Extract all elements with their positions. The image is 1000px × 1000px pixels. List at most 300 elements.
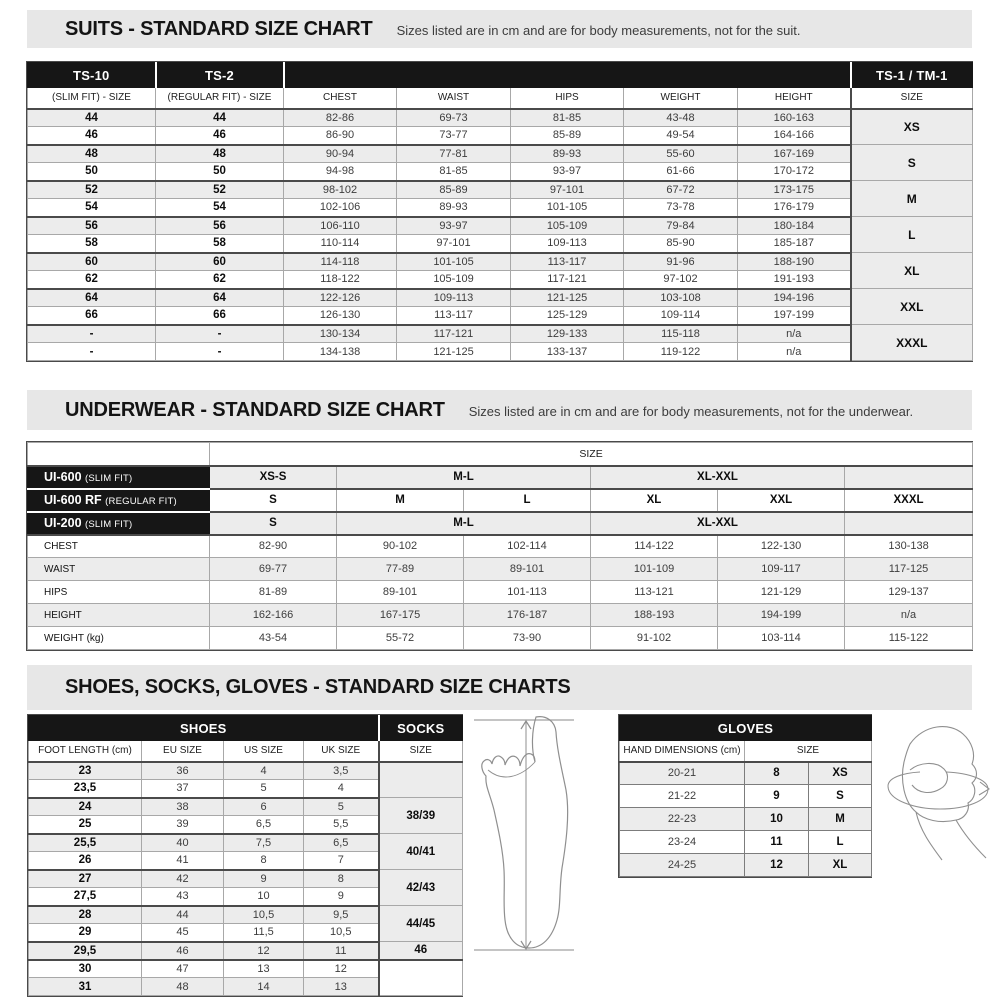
cell: 114-118	[284, 253, 397, 271]
cell: 46	[142, 942, 224, 960]
cell: 14	[224, 978, 304, 996]
table-row	[28, 558, 973, 581]
socks-subcol-size: SIZE	[379, 741, 463, 762]
cell: 10,5	[224, 906, 304, 924]
cell: 85-89	[397, 181, 511, 199]
suits-subtitle: Sizes listed are in cm and are for body measurements, not for the suit.	[396, 23, 801, 38]
socks-group-cell: 40/41	[379, 834, 463, 870]
cell: 103-108	[624, 289, 738, 307]
cell: 46	[156, 127, 284, 145]
cell: M-L	[337, 512, 591, 535]
table-row	[28, 217, 973, 235]
cell: 8	[304, 870, 379, 888]
shoes-socks-size-table	[28, 715, 463, 996]
cell: 126-130	[284, 307, 397, 325]
cell: 109-113	[397, 289, 511, 307]
socks-group-cell	[379, 762, 463, 798]
cell: 73-78	[624, 199, 738, 217]
cell: 113-121	[591, 581, 718, 604]
cell: 160-163	[738, 109, 851, 127]
cell: XL-XXL	[591, 512, 845, 535]
suits-subcol-size: SIZE	[851, 88, 973, 109]
cell: 6	[224, 798, 304, 816]
model-name: UI-600 RF	[44, 493, 102, 507]
cell: 97-101	[397, 235, 511, 253]
cell: 10	[224, 888, 304, 906]
cell: 81-85	[397, 163, 511, 181]
cell: L	[809, 831, 872, 854]
cell: -	[156, 325, 284, 343]
table-row	[28, 325, 973, 343]
cell: n/a	[738, 325, 851, 343]
cell: n/a	[845, 604, 973, 627]
socks-group-cell: 38/39	[379, 798, 463, 834]
cell: 55-60	[624, 145, 738, 163]
foot-outline-icon	[472, 708, 576, 960]
model-fit: (SLIM FIT)	[85, 473, 133, 484]
table-row	[29, 942, 463, 960]
cell: 60	[28, 253, 156, 271]
cell: XS	[809, 762, 872, 785]
cell: 23,5	[29, 780, 142, 798]
hand-illustration	[880, 712, 998, 867]
cell: 27	[29, 870, 142, 888]
socks-group-cell	[379, 960, 463, 996]
cell: 5	[224, 780, 304, 798]
model-label-ui600rf	[28, 489, 210, 512]
cell: 117-125	[845, 558, 973, 581]
cell: 24	[29, 798, 142, 816]
suits-col-ts2: TS-2	[156, 63, 284, 88]
cell: S	[210, 489, 337, 512]
cell: 89-93	[397, 199, 511, 217]
cell: 7,5	[224, 834, 304, 852]
cell: 4	[304, 780, 379, 798]
cell: 4	[224, 762, 304, 780]
cell: 93-97	[397, 217, 511, 235]
cell: 8	[745, 762, 809, 785]
cell: 56	[28, 217, 156, 235]
cell: 167-169	[738, 145, 851, 163]
table-row	[28, 604, 973, 627]
cell: 52	[28, 181, 156, 199]
cell: XXL	[718, 489, 845, 512]
cell: 117-121	[397, 325, 511, 343]
cell: 122-126	[284, 289, 397, 307]
row-label: CHEST	[28, 535, 210, 558]
cell: 93-97	[511, 163, 624, 181]
cell: 26	[29, 852, 142, 870]
cell: 29	[29, 924, 142, 942]
cell: 82-90	[210, 535, 337, 558]
model-name: UI-200	[44, 516, 82, 530]
cell: 188-193	[591, 604, 718, 627]
cell: 91-96	[624, 253, 738, 271]
suits-title: SUITS - STANDARD SIZE CHART	[65, 17, 373, 40]
cell: 119-122	[624, 343, 738, 361]
cell: 167-175	[337, 604, 464, 627]
cell: 162-166	[210, 604, 337, 627]
cell: 98-102	[284, 181, 397, 199]
cell: XXXL	[845, 489, 973, 512]
size-group-cell: L	[851, 217, 973, 253]
size-group-cell: XXL	[851, 289, 973, 325]
cell: 130-134	[284, 325, 397, 343]
row-label: WAIST	[28, 558, 210, 581]
cell: 129-137	[845, 581, 973, 604]
shoes-header: SHOES	[29, 716, 379, 741]
cell: 44	[142, 906, 224, 924]
cell: 81-85	[511, 109, 624, 127]
cell: 77-81	[397, 145, 511, 163]
cell: 43-54	[210, 627, 337, 650]
cell: 79-84	[624, 217, 738, 235]
cell: 113-117	[511, 253, 624, 271]
cell: 12	[745, 854, 809, 877]
cell: -	[28, 325, 156, 343]
cell: 101-109	[591, 558, 718, 581]
cell: 31	[29, 978, 142, 996]
cell: 39	[142, 816, 224, 834]
footwear-section-header	[27, 665, 972, 710]
model-name: UI-600	[44, 470, 82, 484]
suits-subcol-slim-fit: (SLIM FIT) - SIZE	[28, 88, 156, 109]
socks-header: SOCKS	[379, 716, 463, 741]
table-row	[28, 512, 973, 535]
cell: 25,5	[29, 834, 142, 852]
table-row	[28, 627, 973, 650]
shoes-subcol-uk: UK SIZE	[304, 741, 379, 762]
table-row	[28, 109, 973, 127]
cell: 28	[29, 906, 142, 924]
cell: 58	[156, 235, 284, 253]
cell: 23-24	[620, 831, 745, 854]
suits-subcol-hips: HIPS	[511, 88, 624, 109]
underwear-subtitle: Sizes listed are in cm and are for body measurements, not for the underwear.	[468, 404, 914, 419]
suits-section-header	[27, 10, 972, 48]
cell: 54	[28, 199, 156, 217]
table-row	[28, 271, 973, 289]
table-row	[28, 307, 973, 325]
cell: 94-98	[284, 163, 397, 181]
row-label: HEIGHT	[28, 604, 210, 627]
cell: 117-121	[511, 271, 624, 289]
suits-size-table	[27, 62, 973, 361]
cell: M	[337, 489, 464, 512]
cell: 134-138	[284, 343, 397, 361]
cell: 194-199	[718, 604, 845, 627]
cell: 122-130	[718, 535, 845, 558]
table-row	[28, 253, 973, 271]
cell: 118-122	[284, 271, 397, 289]
cell: 194-196	[738, 289, 851, 307]
cell: 125-129	[511, 307, 624, 325]
cell: 20-21	[620, 762, 745, 785]
suits-table-container	[26, 61, 973, 362]
cell: 85-89	[511, 127, 624, 145]
table-row	[29, 870, 463, 888]
cell: 73-90	[464, 627, 591, 650]
table-row	[28, 466, 973, 489]
size-group-cell: XXXL	[851, 325, 973, 361]
table-row	[28, 199, 973, 217]
gloves-subcol-hand-dimensions: HAND DIMENSIONS (cm)	[620, 741, 745, 762]
cell: 52	[156, 181, 284, 199]
shoes-subcol-foot-length: FOOT LENGTH (cm)	[29, 741, 142, 762]
cell: 60	[156, 253, 284, 271]
cell: 13	[304, 978, 379, 996]
underwear-size-header: SIZE	[210, 443, 973, 466]
socks-group-cell: 46	[379, 942, 463, 960]
cell: 164-166	[738, 127, 851, 145]
cell: 69-77	[210, 558, 337, 581]
model-label-ui600	[28, 466, 210, 489]
cell: 121-125	[511, 289, 624, 307]
cell: 23	[29, 762, 142, 780]
cell: 77-89	[337, 558, 464, 581]
cell: 102-106	[284, 199, 397, 217]
shoes-table-container	[27, 714, 463, 997]
cell: -	[156, 343, 284, 361]
cell: S	[809, 785, 872, 808]
row-label: HIPS	[28, 581, 210, 604]
fist-outline-icon	[880, 712, 998, 867]
cell: 86-90	[284, 127, 397, 145]
cell: 97-101	[511, 181, 624, 199]
cell: 114-122	[591, 535, 718, 558]
shoes-subcol-eu: EU SIZE	[142, 741, 224, 762]
cell: 8	[224, 852, 304, 870]
cell: 3,5	[304, 762, 379, 780]
table-row	[28, 535, 973, 558]
cell: 64	[28, 289, 156, 307]
cell: 9	[304, 888, 379, 906]
cell: 101-105	[397, 253, 511, 271]
cell: 90-94	[284, 145, 397, 163]
table-row	[29, 906, 463, 924]
cell: 50	[28, 163, 156, 181]
cell: M-L	[337, 466, 591, 489]
table-row	[28, 127, 973, 145]
table-row	[620, 831, 872, 854]
gloves-table-container	[618, 714, 872, 878]
cell: 24-25	[620, 854, 745, 877]
footwear-title: SHOES, SOCKS, GLOVES - STANDARD SIZE CHARTS	[65, 676, 571, 698]
cell: 130-138	[845, 535, 973, 558]
size-group-cell: S	[851, 145, 973, 181]
underwear-section-header	[27, 390, 972, 430]
cell: 90-102	[337, 535, 464, 558]
underwear-title: UNDERWEAR - STANDARD SIZE CHART	[65, 398, 445, 421]
cell: 12	[304, 960, 379, 978]
cell: 121-129	[718, 581, 845, 604]
cell: 6,5	[224, 816, 304, 834]
cell: 176-187	[464, 604, 591, 627]
table-row	[28, 235, 973, 253]
cell: 58	[28, 235, 156, 253]
cell: 103-114	[718, 627, 845, 650]
cell: 102-114	[464, 535, 591, 558]
cell: 44	[156, 109, 284, 127]
cell: 37	[142, 780, 224, 798]
cell: 82-86	[284, 109, 397, 127]
cell: 67-72	[624, 181, 738, 199]
cell: 13	[224, 960, 304, 978]
cell: 9,5	[304, 906, 379, 924]
cell: 197-199	[738, 307, 851, 325]
cell: 41	[142, 852, 224, 870]
underwear-size-table	[27, 442, 973, 650]
cell: XL	[591, 489, 718, 512]
cell: 5,5	[304, 816, 379, 834]
cell: 25	[29, 816, 142, 834]
cell: 10	[745, 808, 809, 831]
cell: 50	[156, 163, 284, 181]
cell: 12	[224, 942, 304, 960]
table-row	[28, 163, 973, 181]
cell: 43-48	[624, 109, 738, 127]
cell: 109-117	[718, 558, 845, 581]
cell: 62	[28, 271, 156, 289]
suits-col-ts1-tm1: TS-1 / TM-1	[851, 63, 973, 88]
gloves-size-table	[619, 715, 872, 877]
table-row	[620, 854, 872, 877]
cell: 115-118	[624, 325, 738, 343]
suits-subcol-chest: CHEST	[284, 88, 397, 109]
cell: 48	[28, 145, 156, 163]
cell: 21-22	[620, 785, 745, 808]
cell: 43	[142, 888, 224, 906]
cell: 73-77	[397, 127, 511, 145]
cell: 106-110	[284, 217, 397, 235]
gloves-header: GLOVES	[620, 716, 872, 741]
suits-col-ts10: TS-10	[28, 63, 156, 88]
cell: 129-133	[511, 325, 624, 343]
cell: 11	[745, 831, 809, 854]
cell: 176-179	[738, 199, 851, 217]
row-label: WEIGHT (kg)	[28, 627, 210, 650]
table-row	[28, 145, 973, 163]
cell: 48	[142, 978, 224, 996]
cell: M	[809, 808, 872, 831]
cell: 49-54	[624, 127, 738, 145]
cell: 61-66	[624, 163, 738, 181]
table-row	[29, 798, 463, 816]
cell: 89-101	[464, 558, 591, 581]
table-row	[28, 343, 973, 361]
cell: 89-93	[511, 145, 624, 163]
cell: L	[464, 489, 591, 512]
model-fit: (SLIM FIT)	[85, 519, 133, 530]
cell: n/a	[738, 343, 851, 361]
cell: 9	[745, 785, 809, 808]
size-group-cell: M	[851, 181, 973, 217]
table-row	[28, 581, 973, 604]
table-row	[28, 489, 973, 512]
cell: 173-175	[738, 181, 851, 199]
cell: 110-114	[284, 235, 397, 253]
cell: 109-113	[511, 235, 624, 253]
table-row	[620, 785, 872, 808]
cell: 97-102	[624, 271, 738, 289]
cell-empty	[845, 466, 973, 489]
cell: 6,5	[304, 834, 379, 852]
cell: 185-187	[738, 235, 851, 253]
cell: 133-137	[511, 343, 624, 361]
cell: 101-113	[464, 581, 591, 604]
cell: 69-73	[397, 109, 511, 127]
cell: 81-89	[210, 581, 337, 604]
socks-group-cell: 42/43	[379, 870, 463, 906]
gloves-subcol-size: SIZE	[745, 741, 872, 762]
cell: 47	[142, 960, 224, 978]
cell: 62	[156, 271, 284, 289]
size-group-cell: XS	[851, 109, 973, 145]
cell: XL	[809, 854, 872, 877]
cell: 30	[29, 960, 142, 978]
table-row	[29, 834, 463, 852]
cell: 188-190	[738, 253, 851, 271]
cell: XL-XXL	[591, 466, 845, 489]
cell: 48	[156, 145, 284, 163]
table-row	[620, 762, 872, 785]
suits-measurements-header-spacer	[284, 63, 851, 88]
cell: 46	[28, 127, 156, 145]
cell: XS-S	[210, 466, 337, 489]
cell: 45	[142, 924, 224, 942]
table-row	[29, 960, 463, 978]
cell: 27,5	[29, 888, 142, 906]
cell: 191-193	[738, 271, 851, 289]
table-row	[29, 762, 463, 780]
table-row	[28, 289, 973, 307]
cell: 22-23	[620, 808, 745, 831]
cell: 10,5	[304, 924, 379, 942]
cell: 66	[156, 307, 284, 325]
underwear-corner-cell	[28, 443, 210, 466]
cell: 11,5	[224, 924, 304, 942]
cell: 38	[142, 798, 224, 816]
foot-illustration	[472, 708, 576, 960]
model-fit: (REGULAR FIT)	[105, 496, 177, 507]
cell-empty	[845, 512, 973, 535]
socks-group-cell: 44/45	[379, 906, 463, 942]
cell: 105-109	[397, 271, 511, 289]
cell: 89-101	[337, 581, 464, 604]
model-label-ui200	[28, 512, 210, 535]
cell: 113-117	[397, 307, 511, 325]
cell: S	[210, 512, 337, 535]
cell: 7	[304, 852, 379, 870]
cell: -	[28, 343, 156, 361]
cell: 54	[156, 199, 284, 217]
cell: 42	[142, 870, 224, 888]
cell: 85-90	[624, 235, 738, 253]
table-row	[28, 181, 973, 199]
cell: 56	[156, 217, 284, 235]
cell: 11	[304, 942, 379, 960]
shoes-subcol-us: US SIZE	[224, 741, 304, 762]
cell: 121-125	[397, 343, 511, 361]
cell: 44	[28, 109, 156, 127]
cell: 66	[28, 307, 156, 325]
cell: 109-114	[624, 307, 738, 325]
suits-subcol-height: HEIGHT	[738, 88, 851, 109]
suits-subcol-regular-fit: (REGULAR FIT) - SIZE	[156, 88, 284, 109]
cell: 5	[304, 798, 379, 816]
cell: 115-122	[845, 627, 973, 650]
cell: 40	[142, 834, 224, 852]
